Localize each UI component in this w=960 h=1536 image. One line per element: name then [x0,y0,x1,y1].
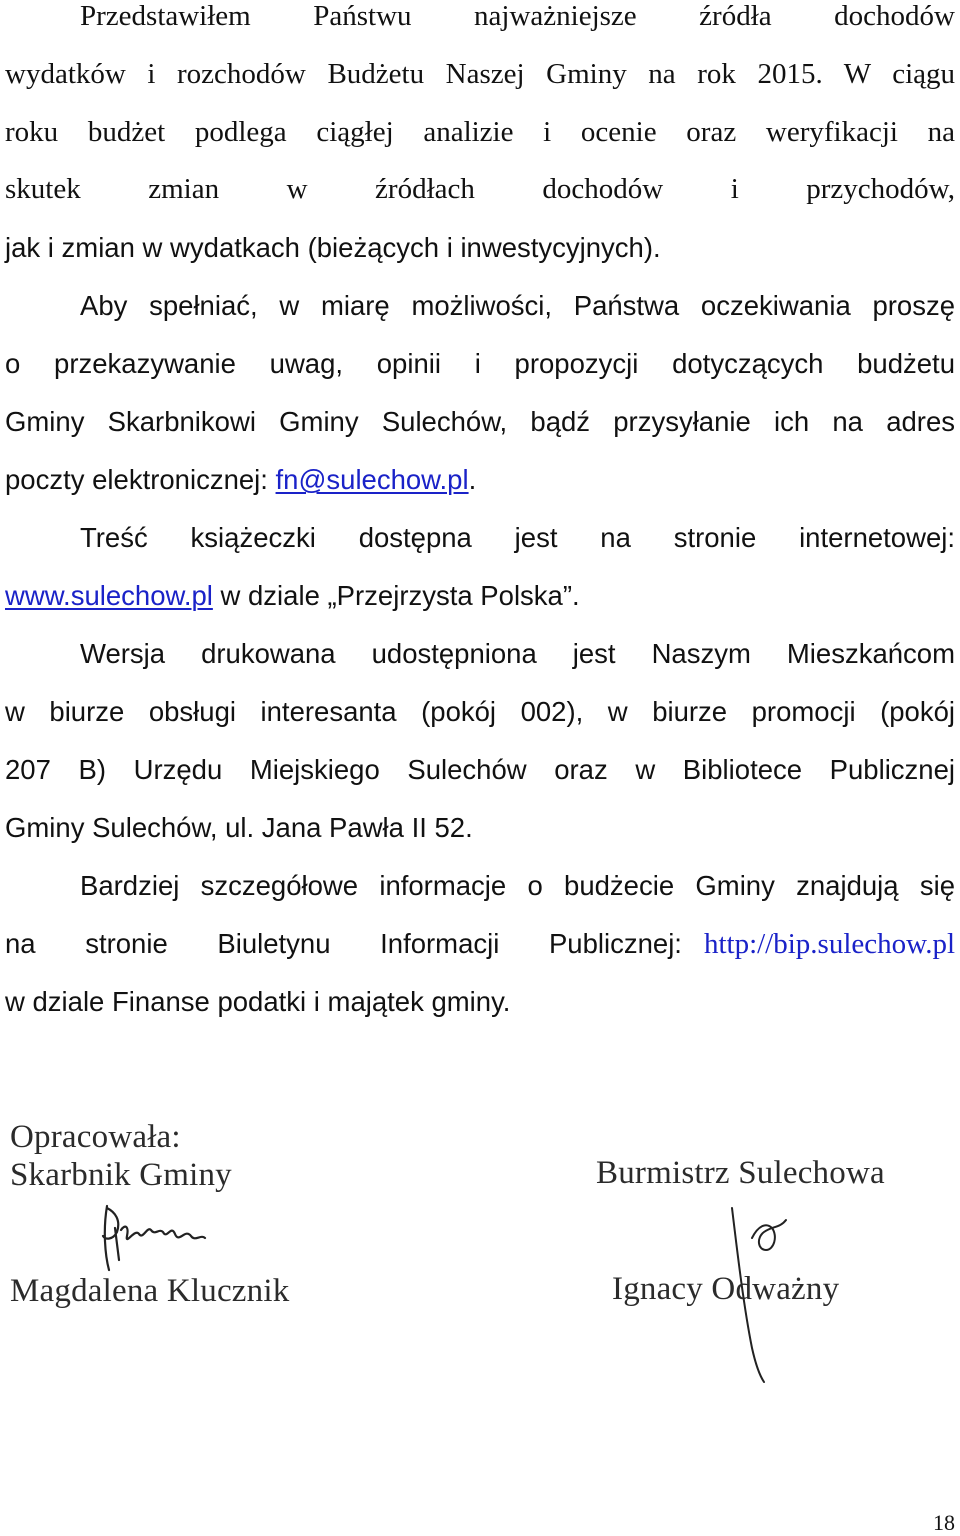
paragraph-5-line-2 [5,924,955,964]
paragraph-1-line-3: roku budżet podlega ciągłej analizie i ocenie oraz weryfikacji na [5,116,955,148]
email-link[interactable]: fn@sulechow.pl [275,464,469,495]
paragraph-4-line-3: 207 B) Urzędu Miejskiego Sulechów oraz w Bibliotece Publicznej [5,754,955,785]
paragraph-4-line-2: w biurze obsługi interesanta (pokój 002), w biurze promocji (pokój [5,696,955,727]
paragraph-2-line-3: Gminy Skarbnikowi Gminy Sulechów, bądź przysyłanie ich na adres [5,406,955,437]
paragraph-1-line-2: wydatków i rozchodów Budżetu Naszej Gminy na rok 2015. W ciągu [5,58,955,90]
paragraph-2-line-1: Aby spełniać, w miarę możliwości, Państwa oczekiwania proszę [80,290,955,321]
paragraph-1-line-5: jak i zmian w wydatkach (bieżących i inwestycyjnych). [5,232,661,263]
word: najważniejsze [474,0,637,32]
paragraph-4-line-1: Wersja drukowana udostępniona jest Naszym Mieszkańcom [80,638,955,669]
website-suffix: w dziale „Przejrzysta Polska”. [212,580,580,611]
paragraph-3-line-1: Treść książeczki dostępna jest na stronie internetowej: [80,522,955,553]
signature-left-role: Skarbnik Gminy [10,1157,232,1193]
page-number: 18 [933,1510,955,1535]
signature-left-name: Magdalena Klucznik [10,1273,290,1309]
email-suffix: . [468,464,477,495]
signature-right-name: Ignacy Odważny [612,1271,840,1307]
word: Państwu [313,0,412,32]
paragraph-3-line-2 [5,576,955,616]
email-prefix: poczty elektronicznej: [5,464,276,495]
paragraph-1-line-4: skutek zmian w źródłach dochodów i przychodów, [5,173,955,205]
word: źródła [699,0,772,32]
website-link[interactable]: www.sulechow.pl [5,580,213,611]
handwritten-signature-left [95,1200,215,1280]
signature-left-heading: Opracowała: [10,1119,181,1155]
word: Przedstawiłem [80,0,251,32]
bip-prefix: na stronie Biuletynu Informacji Publicznej: [5,928,682,959]
paragraph-5-line-1: Bardziej szczegółowe informacje o budżecie Gminy znajdują się [80,870,955,901]
signature-right-role: Burmistrz Sulechowa [596,1155,885,1191]
paragraph-5-line-3: w dziale Finanse podatki i majątek gminy. [5,986,511,1017]
bip-link[interactable]: http://bip.sulechow.pl [703,928,955,960]
paragraph-1-line-1 [5,0,955,36]
word: dochodów [834,0,955,32]
paragraph-2-line-4 [5,460,955,500]
paragraph-2-line-2: o przekazywanie uwag, opinii i propozycji dotyczących budżetu [5,348,955,379]
paragraph-4-line-4: Gminy Sulechów, ul. Jana Pawła II 52. [5,812,473,843]
